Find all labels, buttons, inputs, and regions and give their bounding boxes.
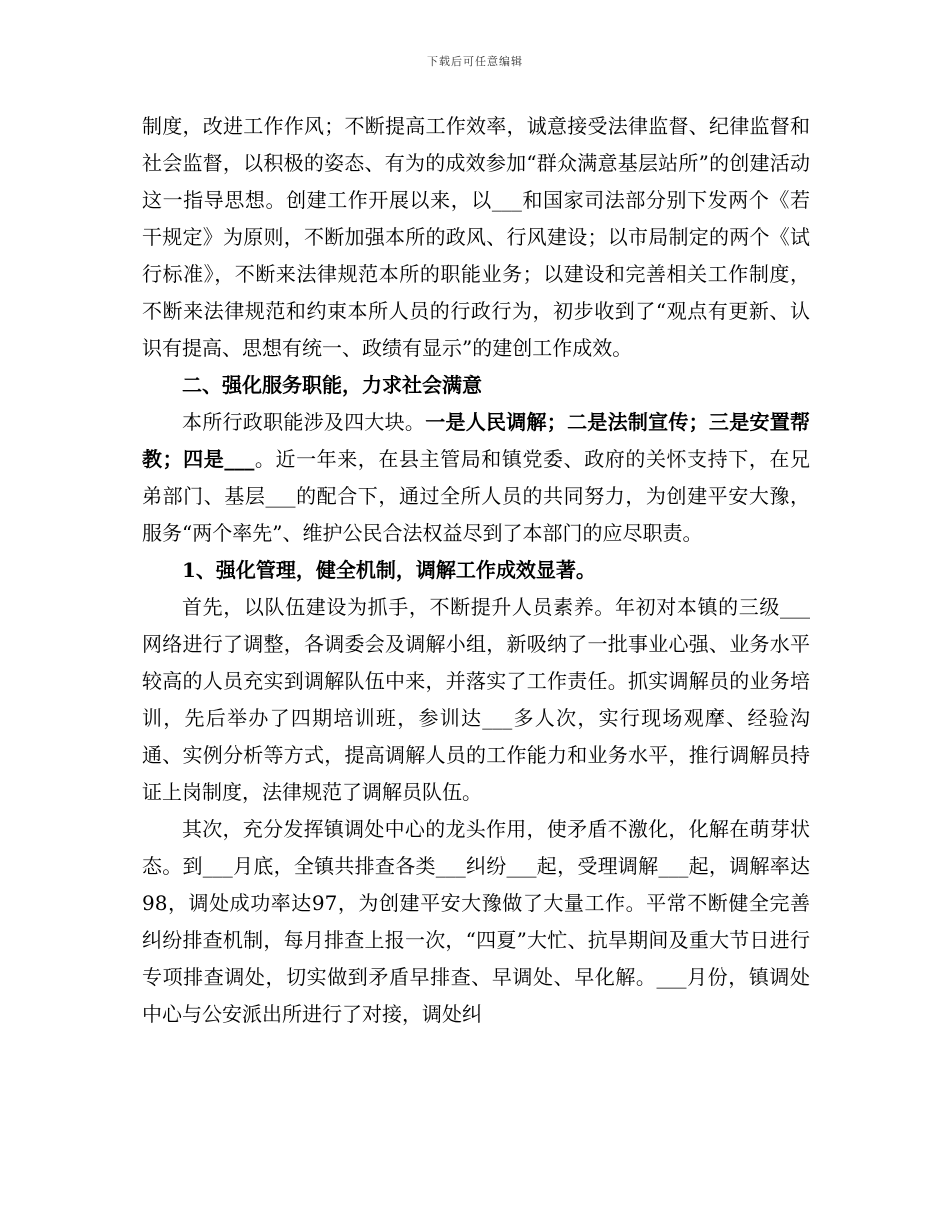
- paragraph-2-bold-list: 一是人民调解；二是法制宣传；三是安置帮教；四是___: [142, 410, 811, 471]
- section-heading-2: 二、强化服务职能，力求社会满意: [182, 373, 482, 397]
- paragraph-3: 首先，以队伍建设为抓手，不断提升人员素养。年初对本镇的三级___网络进行了调整，各调委会及调解小组，新吸纳了一批事业心强、业务水平较高的人员充实到调解队伍中来，并落实了工作责任。抓实调解员的业务培训，先后举办了四期培训班，参训达___多人次，实行现场观摩、经验沟通、实例分析等方式，提高调解人员的工作能力和业务水平，推行调解员持证上岗制度，法律规范了调解员队伍。: [142, 595, 810, 804]
- paragraph-2-intro: 本所行政职能涉及四大块。: [182, 410, 426, 434]
- subsection-heading-1: 1、强化管理，健全机制，调解工作成效显著。: [182, 558, 596, 582]
- paragraph-2: [142, 404, 810, 552]
- paragraph-2-rest: 。近一年来，在县主管局和镇党委、政府的关怀支持下，在兄弟部门、基层___的配合下，通过全所人员的共同努力，为创建平安大豫，服务“两个率先”、维护公民合法权益尽到了本部门的应尽职责。: [142, 447, 811, 545]
- page-header: 下载后可任意编辑: [427, 55, 523, 68]
- paragraph-1: 制度，改进工作作风；不断提高工作效率，诚意接受法律监督、纪律监督和社会监督，以积极的姿态、有为的成效参加“群众满意基层站所”的创建活动这一指导思想。创建工作开展以来，以___和国家司法部分别下发两个《若干规定》为原则，不断加强本所的政风、行风建设；以市局制定的两个《试行标准》，不断来法律规范本所的职能业务；以建设和完善相关工作制度，不断来法律规范和约束本所人员的行政行为，初步收到了“观点有更新、认识有提高、思想有统一、政绩有显示”的建创工作成效。: [142, 114, 810, 360]
- document-body: [142, 108, 810, 1033]
- paragraph-4: 其次，充分发挥镇调处中心的龙头作用，使矛盾不激化，化解在萌芽状态。到___月底，全镇共排查各类___纠纷___起，受理调解___起，调解率达98，调处成功率达97，为创建平安大豫做了大量工作。平常不断健全完善纠纷排查机制，每月排查上报一次，“四夏”大忙、抗旱期间及重大节日进行专项排查调处，切实做到矛盾早排查、早调处、早化解。___月份，镇调处中心与公安派出所进行了对接，调处纠: [142, 817, 810, 1026]
